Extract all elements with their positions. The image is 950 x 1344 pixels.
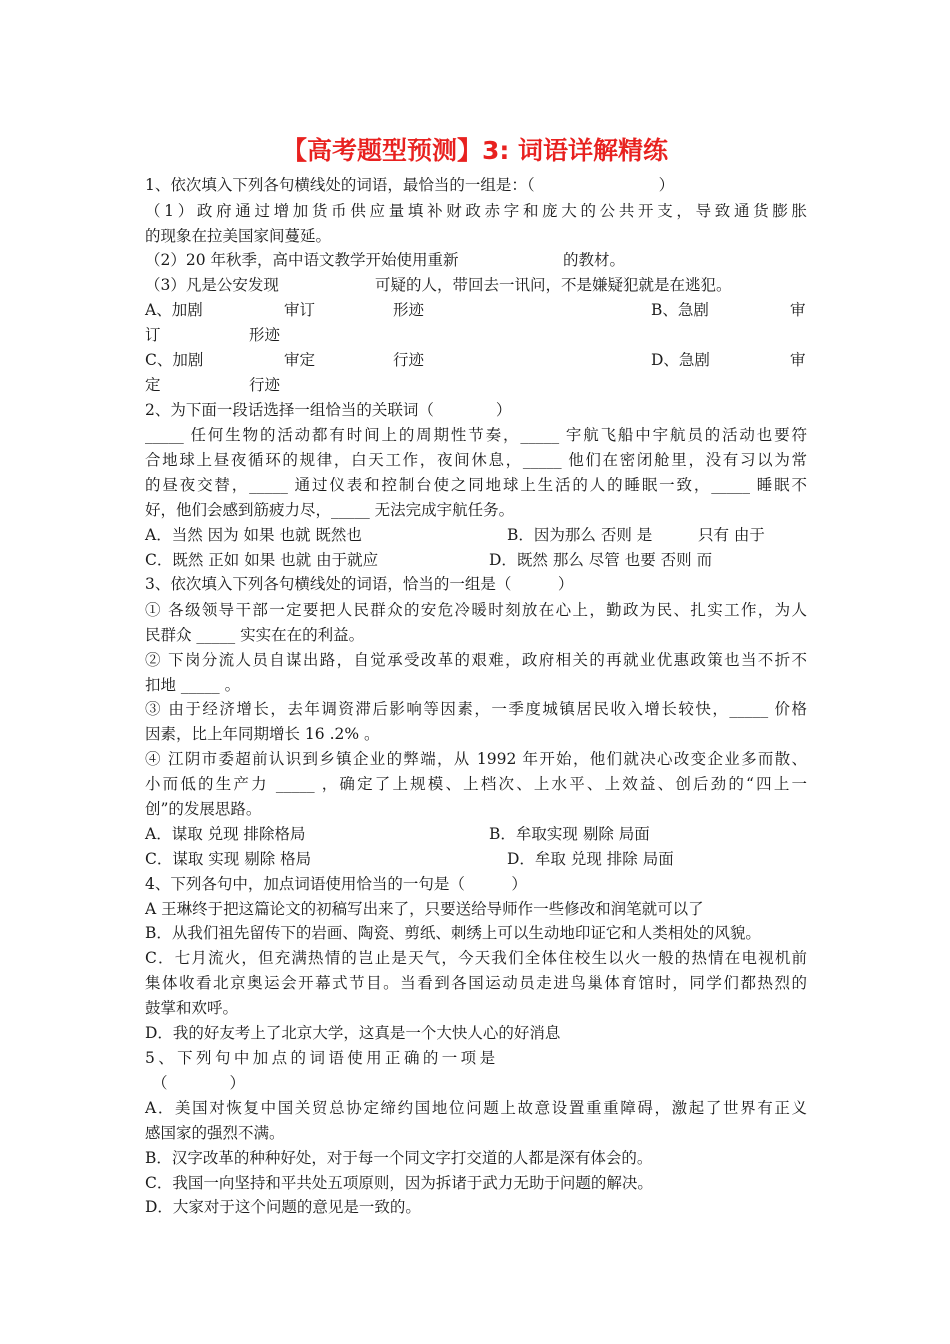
q3-stem: 3、依次填入下列各句横线处的词语，恰当的一组是（ ） <box>145 575 574 593</box>
q3-sentence-1: ① 各级领导干部一定要把人民群众的安危冷暖时刻放在心上，勤政为民、扎实工作，为人 <box>145 601 807 619</box>
q2-paragraph-line-4: 好，他们会感到筋疲力尽，_____ 无法完成宇航任务。 <box>145 501 515 519</box>
q1-option-a-label: A、加剧 <box>145 301 203 319</box>
q5-option-a: A．美国对恢复中国关贸总协定缔约国地位问题上故意设置重重障碍，激起了世界有正义 <box>145 1099 807 1117</box>
q5-stem: 5、下列句中加点的词语使用正确的一项是 <box>145 1049 499 1067</box>
q3-sentence-3: ③ 由于经济增长，去年调资滞后影响等因素，一季度城镇居民收入增长较快，_____ 价格 <box>145 700 807 718</box>
q1-sentence-2: （2）20 年秋季，高中语文教学开始使用重新 <box>145 251 459 269</box>
q3-sentence-3-cont: 因素，比上年同期增长 16 .2% 。 <box>145 725 380 743</box>
q1-option-a-word-2: 审订 <box>284 301 316 319</box>
q1-option-d-word-3: 行迹 <box>249 376 281 394</box>
q5-option-d: D．大家对于这个问题的意见是一致的。 <box>145 1198 421 1216</box>
q4-option-a: A 王琳终于把这篇论文的初稿写出来了，只要送给导师作一些修改和润笔就可以了 <box>145 900 704 918</box>
q2-paragraph-line-3: 的昼夜交替，_____ 通过仪表和控制台使之同地球上生活的人的睡眠一致，_____ 睡眠不 <box>145 476 807 494</box>
q1-option-b-word-3: 形迹 <box>249 326 281 344</box>
q1-option-c-label: C、加剧 <box>145 351 204 369</box>
q1-sentence-1: （1）政府通过增加货币供应量填补财政赤字和庞大的公共开支，导致通货膨胀 <box>145 202 807 220</box>
q1-stem: 1、依次填入下列各句横线处的词语，最恰当的一组是：（ ） <box>145 176 675 194</box>
q1-sentence-1-cont: 的现象在拉美国家间蔓延。 <box>145 227 332 245</box>
q2-option-a: A．当然 因为 如果 也就 既然也 <box>145 526 362 544</box>
q5-option-b: B．汉字改革的种种好处，对于每一个同文字打交道的人都是深有体会的。 <box>145 1149 653 1167</box>
q2-option-d: D．既然 那么 尽管 也要 否则 而 <box>489 551 713 569</box>
q4-option-c-end: 鼓掌和欢呼。 <box>145 999 239 1017</box>
q4-option-d: D．我的好友考上了北京大学，这真是一个大快人心的好消息 <box>145 1024 561 1042</box>
q3-option-d: D．牟取 兑现 排除 局面 <box>507 850 674 868</box>
q1-option-b-word-2a: 审 <box>790 301 806 319</box>
document-title: 【高考题型预测】3: 词语详解精练 <box>281 136 669 165</box>
q1-option-d-label: D、急剧 <box>651 351 710 369</box>
q4-option-b: B．从我们祖先留传下的岩画、陶瓷、剪纸、刺绣上可以生动地印证它和人类相处的风貌。 <box>145 924 761 942</box>
q4-option-c-cont: 集体收看北京奥运会开幕式节目。当看到各国运动员走进鸟巢体育馆时，同学们都热烈的 <box>145 974 807 992</box>
q1-option-d-word-2b: 定 <box>145 376 161 394</box>
q3-sentence-4-end: 创”的发展思路。 <box>145 800 262 818</box>
q3-sentence-2-cont: 扣地 _____ 。 <box>145 676 241 694</box>
q1-option-a-word-3: 形迹 <box>393 301 425 319</box>
q2-option-b-cont: 只有 由于 <box>698 526 765 544</box>
q3-option-c: C．谋取 实现 剔除 格局 <box>145 850 312 868</box>
q1-option-b-word-2b: 订 <box>145 326 161 344</box>
q3-sentence-2: ② 下岗分流人员自谋出路，自觉承受改革的艰难，政府相关的再就业优惠政策也当不折不 <box>145 651 807 669</box>
q1-option-b-label: B、急剧 <box>651 301 709 319</box>
q5-answer-paren: （ ） <box>152 1074 246 1092</box>
q2-paragraph-line-1: _____ 任何生物的活动都有时间上的周期性节奏，_____ 宇航飞船中宇航员的活动也要符 <box>145 426 807 444</box>
q2-option-b: B．因为那么 否则 是 <box>507 526 653 544</box>
q1-option-d-word-2a: 审 <box>790 351 806 369</box>
q3-option-a: A．谋取 兑现 排除格局 <box>145 825 306 843</box>
q3-sentence-4: ④ 江阴市委超前认识到乡镇企业的弊端，从 1992 年开始，他们就决心改变企业多而散、 <box>145 750 807 768</box>
q3-sentence-4-cont: 小而低的生产力 _____ ，确定了上规模、上档次、上水平、上效益、创后劲的“四上一 <box>145 775 807 793</box>
q5-option-a-cont: 感国家的强烈不满。 <box>145 1124 285 1142</box>
q1-sentence-3: （3）凡是公安发现 <box>145 276 279 294</box>
q3-option-b: B．牟取实现 剔除 局面 <box>489 825 650 843</box>
q1-sentence-3-end: 可疑的人，带回去一讯问，不是嫌疑犯就是在逃犯。 <box>375 276 732 294</box>
q5-option-c: C．我国一向坚持和平共处五项原则，因为拆诸于武力无助于问题的解决。 <box>145 1174 653 1192</box>
q1-option-c-word-3: 行迹 <box>393 351 425 369</box>
q1-option-c-word-2: 审定 <box>284 351 316 369</box>
q4-stem: 4、下列各句中，加点词语使用恰当的一句是（ ） <box>145 875 527 893</box>
q2-stem: 2、为下面一段话选择一组恰当的关联词（ ） <box>145 401 512 419</box>
q4-option-c: C．七月流火，但充满热情的岂止是天气，今天我们全体住校生以火一般的热情在电视机前 <box>145 949 807 967</box>
q1-sentence-2-end: 的教材。 <box>563 251 626 269</box>
q2-option-c: C．既然 正如 如果 也就 由于就应 <box>145 551 379 569</box>
q2-paragraph-line-2: 合地球上昼夜循环的规律，白天工作，夜间休息，_____ 他们在密闭舱里，没有习以为常 <box>145 451 807 469</box>
q3-sentence-1-cont: 民群众 _____ 实实在在的利益。 <box>145 626 365 644</box>
